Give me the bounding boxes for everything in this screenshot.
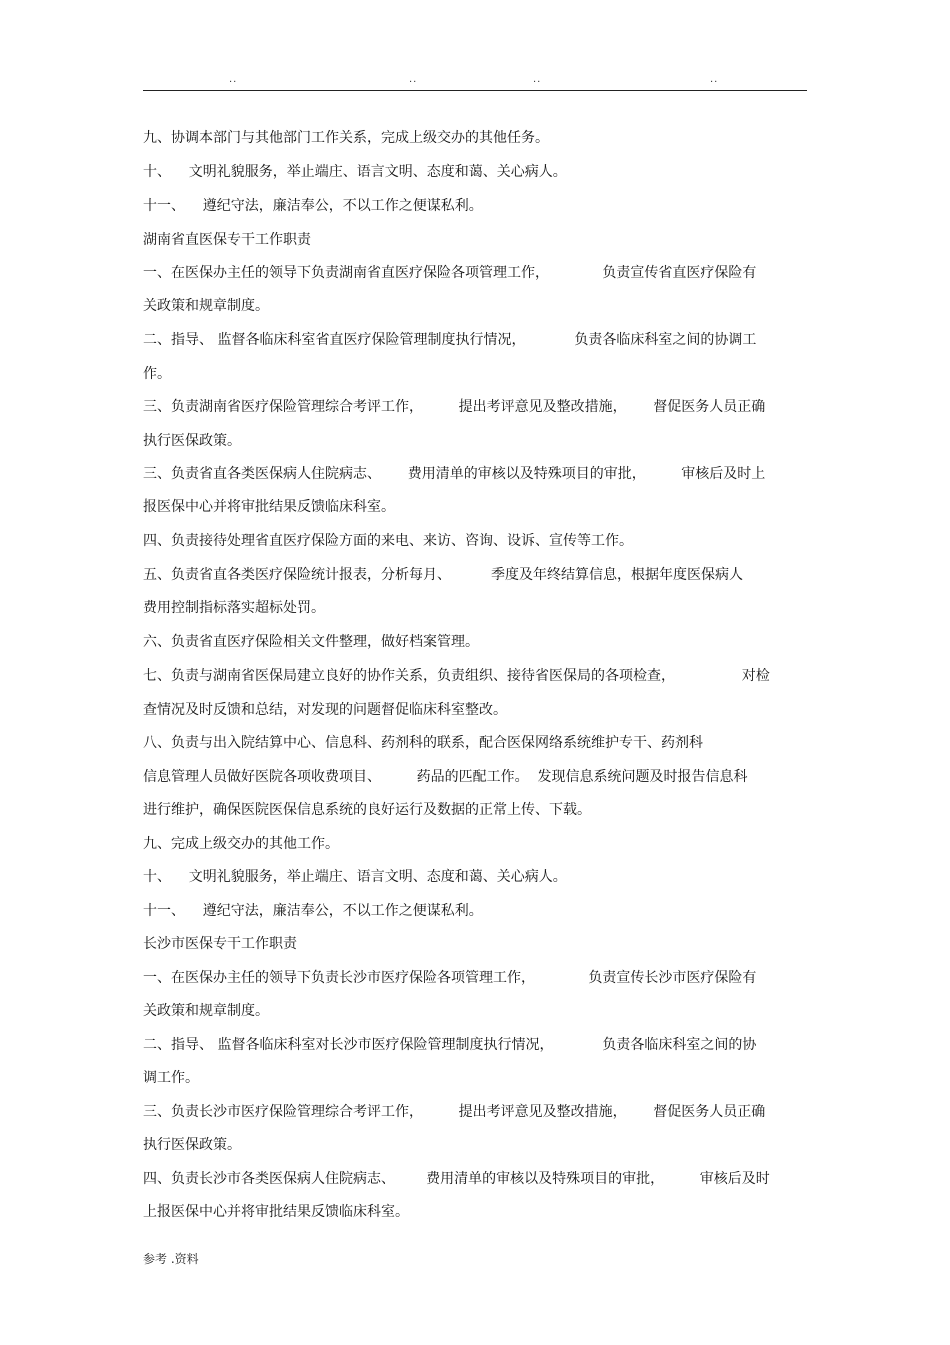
- text-line: 十一、 遵纪守法，廉洁奉公，不以工作之便谋私利。: [143, 198, 483, 214]
- text-line: 一、在医保办主任的领导下负责长沙市医疗保险各项管理工作， 负责宣传长沙市医疗保险有: [143, 970, 757, 986]
- text-line: 六、负责省直医疗保险相关文件整理，做好档案管理。: [143, 634, 479, 650]
- text-line: 费用控制指标落实超标处罚。: [143, 600, 325, 616]
- text-line: 九、完成上级交办的其他工作。: [143, 836, 339, 852]
- text-line: 调工作。: [143, 1070, 199, 1086]
- text-line: 进行维护，确保医院医保信息系统的良好运行及数据的正常上传、下载。: [143, 802, 591, 818]
- text-line: 五、负责省直各类医疗保险统计报表，分析每月、 季度及年终结算信息，根据年度医保病人: [143, 567, 744, 583]
- header-dots: ..: [409, 74, 418, 85]
- text-line: 关政策和规章制度。: [143, 1003, 269, 1019]
- text-line: 八、负责与出入院结算中心、信息科、药剂科的联系，配合医保网络系统维护专干、药剂科: [143, 735, 703, 751]
- text-line: 关政策和规章制度。: [143, 298, 269, 314]
- header-dots: ..: [710, 74, 719, 85]
- text-line: 三、负责长沙市医疗保险管理综合考评工作， 提出考评意见及整改措施， 督促医务人员正确: [143, 1104, 766, 1120]
- section-title: 长沙市医保专干工作职责: [143, 936, 297, 952]
- text-line: 四、负责接待处理省直医疗保险方面的来电、来访、咨询、设诉、宣传等工作。: [143, 533, 633, 549]
- header-dots: ..: [533, 74, 542, 85]
- text-line: 九、协调本部门与其他部门工作关系，完成上级交办的其他任务。: [143, 130, 549, 146]
- text-line: 十、 文明礼貌服务，举止端庄、语言文明、态度和蔼、关心病人。: [143, 869, 567, 885]
- section-title: 湖南省直医保专干工作职责: [143, 232, 311, 248]
- text-line: 二、指导、 监督各临床科室对长沙市医疗保险管理制度执行情况， 负责各临床科室之间的协: [143, 1037, 757, 1053]
- page-footer: 参考 .资料: [143, 1252, 199, 1266]
- text-line: 作。: [143, 366, 171, 382]
- text-line: 报医保中心并将审批结果反馈临床科室。: [143, 499, 395, 515]
- header-dots: ..: [229, 74, 238, 85]
- text-line: 七、负责与湖南省医保局建立良好的协作关系，负责组织、接待省医保局的各项检查， 对检: [143, 668, 770, 684]
- text-line: 二、指导、 监督各临床科室省直医疗保险管理制度执行情况， 负责各临床科室之间的协调工: [143, 332, 757, 348]
- text-line: 十、 文明礼貌服务，举止端庄、语言文明、态度和蔼、关心病人。: [143, 164, 567, 180]
- text-line: 上报医保中心并将审批结果反馈临床科室。: [143, 1204, 409, 1220]
- text-line: 执行医保政策。: [143, 1137, 241, 1153]
- text-line: 一、在医保办主任的领导下负责湖南省直医疗保险各项管理工作， 负责宣传省直医疗保险有: [143, 265, 757, 281]
- text-line: 十一、 遵纪守法，廉洁奉公，不以工作之便谋私利。: [143, 903, 483, 919]
- text-line: 查情况及时反馈和总结，对发现的问题督促临床科室整改。: [143, 702, 507, 718]
- text-line: 执行医保政策。: [143, 433, 241, 449]
- header-rule: [143, 90, 807, 91]
- text-line: 信息管理人员做好医院各项收费项目、 药品的匹配工作。 发现信息系统问题及时报告信息科: [143, 769, 748, 785]
- text-line: 三、负责省直各类医保病人住院病志、 费用清单的审核以及特殊项目的审批， 审核后及时上: [143, 466, 766, 482]
- text-line: 三、负责湖南省医疗保险管理综合考评工作， 提出考评意见及整改措施， 督促医务人员正确: [143, 399, 766, 415]
- text-line: 四、负责长沙市各类医保病人住院病志、 费用清单的审核以及特殊项目的审批， 审核后及时: [143, 1171, 770, 1187]
